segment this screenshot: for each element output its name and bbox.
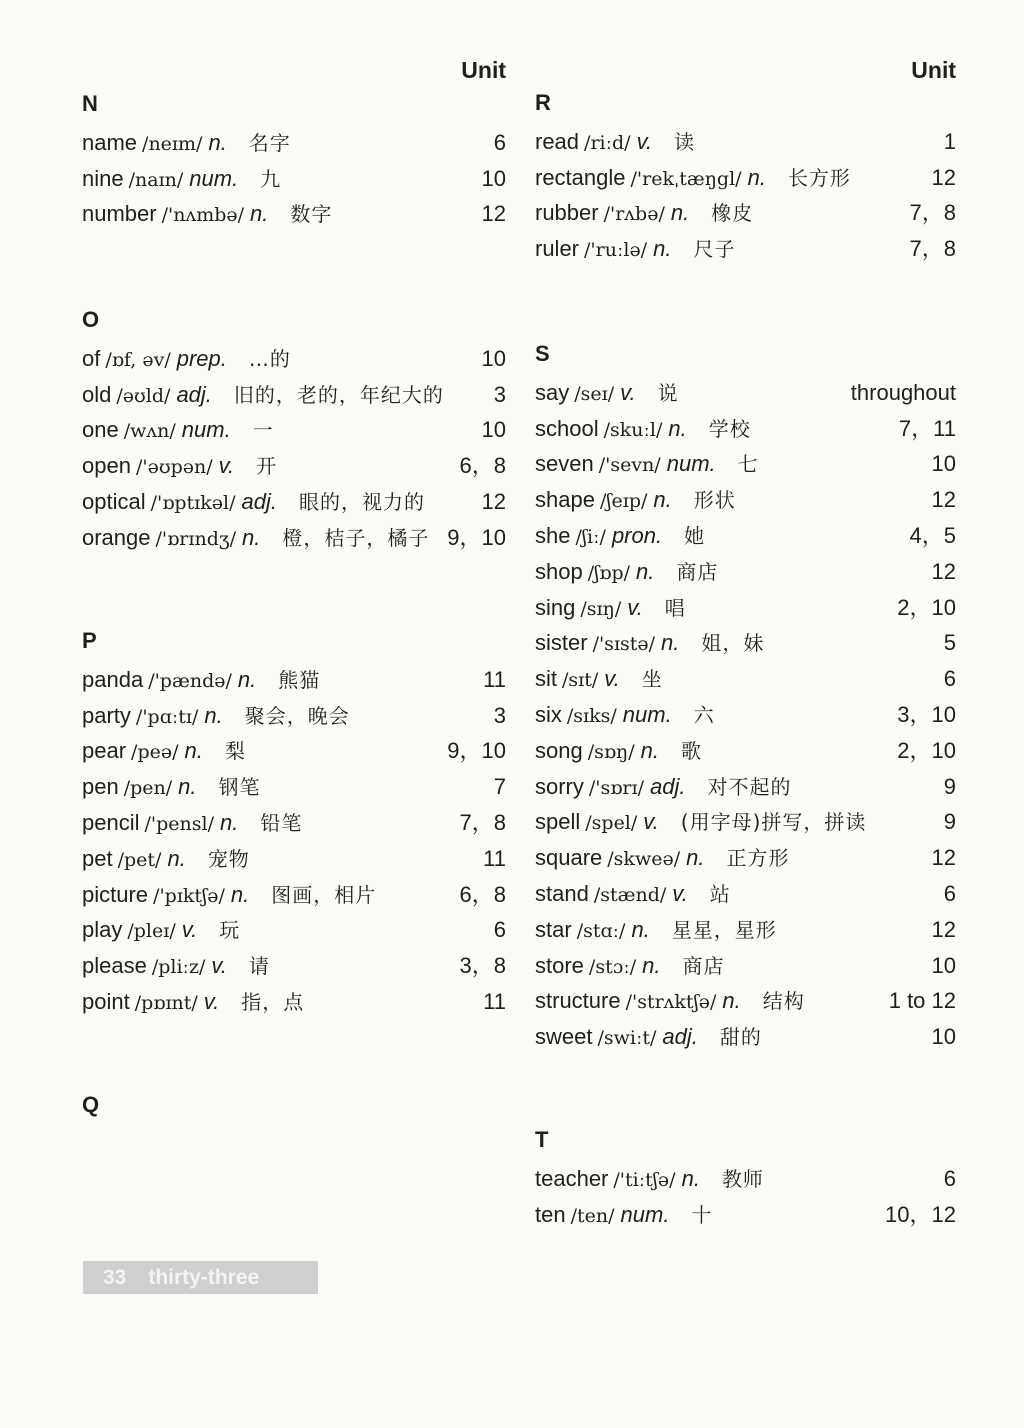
- entry-word: rubber: [535, 200, 599, 226]
- entry-unit: throughout: [850, 379, 956, 405]
- entry-part-of-speech: v.: [636, 128, 653, 154]
- entry-word: of: [82, 345, 101, 371]
- entry-word: structure: [535, 988, 621, 1014]
- entry-unit: 7，8: [909, 200, 956, 226]
- entry-part-of-speech: n.: [686, 845, 705, 871]
- section-p: [82, 626, 506, 1020]
- entry-word: play: [82, 917, 123, 943]
- section-letter: T: [535, 1127, 549, 1152]
- entry-part-of-speech: num.: [181, 417, 231, 443]
- entry-part-of-speech: adj.: [176, 381, 212, 407]
- glossary-entry: [535, 482, 956, 518]
- entry-chinese-meaning: 九: [260, 166, 282, 191]
- entry-unit: 11: [483, 666, 506, 692]
- entry-word: read: [535, 128, 580, 154]
- entry-word: name: [82, 129, 138, 155]
- entry-phonetic: /'rʌbə/: [603, 203, 665, 226]
- glossary-entry: [82, 984, 506, 1020]
- entry-unit: 10，12: [885, 1201, 956, 1227]
- entry-part-of-speech: n.: [208, 129, 227, 155]
- entry-word: pear: [82, 738, 127, 764]
- entry-chinese-meaning: …的: [248, 346, 291, 371]
- entry-phonetic: /ʃeɪp/: [599, 490, 648, 513]
- entry-word: square: [535, 845, 603, 871]
- glossary-entry: [535, 231, 956, 267]
- glossary-entry: [82, 520, 506, 556]
- entry-phonetic: /pen/: [123, 777, 173, 800]
- entry-unit: 3，8: [459, 953, 506, 979]
- entry-phonetic: /əʊld/: [116, 384, 171, 407]
- glossary-entry: [535, 160, 956, 196]
- entry-phonetic: /naɪn/: [128, 168, 184, 191]
- entry-unit: 6: [943, 1165, 956, 1191]
- entry-unit: 6: [943, 666, 956, 692]
- glossary-entry: [82, 769, 506, 805]
- section-letter: N: [82, 91, 98, 116]
- glossary-entry: [535, 554, 956, 590]
- entry-part-of-speech: n.: [230, 881, 250, 907]
- glossary-entry: [82, 698, 506, 734]
- entry-part-of-speech: v.: [672, 880, 688, 906]
- entry-word: optical: [82, 488, 146, 514]
- glossary-entry: [82, 805, 506, 841]
- section-o: [82, 305, 506, 556]
- entry-chinese-meaning: 铅笔: [260, 810, 303, 835]
- glossary-entry: [535, 948, 956, 984]
- entry-phonetic: /sɪŋ/: [580, 597, 622, 620]
- glossary-entry: [82, 412, 506, 448]
- entry-chinese-meaning: 坐: [641, 667, 663, 692]
- entry-chinese-meaning: 星星，星形: [671, 917, 777, 942]
- entry-phonetic: /ʃɒp/: [587, 561, 631, 584]
- entry-phonetic: /'sɒrɪ/: [588, 776, 644, 799]
- entry-word: school: [535, 415, 599, 441]
- entry-word: store: [535, 952, 584, 978]
- entry-part-of-speech: v.: [604, 666, 620, 692]
- entry-phonetic: /pleɪ/: [127, 920, 176, 943]
- entry-part-of-speech: pron.: [611, 522, 663, 548]
- entry-part-of-speech: adj.: [662, 1024, 698, 1050]
- entry-part-of-speech: n.: [178, 774, 197, 800]
- entry-unit: 1: [943, 128, 956, 154]
- entry-word: picture: [82, 881, 149, 907]
- unit-column-header: Unit: [911, 57, 956, 83]
- entry-unit: 7: [493, 774, 506, 800]
- entry-part-of-speech: n.: [747, 164, 766, 190]
- entry-unit: 10: [481, 165, 506, 191]
- entry-word: orange: [82, 524, 151, 550]
- entry-unit: 9，10: [447, 524, 506, 550]
- entry-word: panda: [82, 666, 144, 692]
- entry-part-of-speech: n.: [668, 415, 687, 441]
- entry-chinese-meaning: 姐，妹: [701, 631, 765, 656]
- entry-unit: 12: [481, 201, 506, 227]
- entry-unit: 12: [931, 558, 956, 584]
- entry-word: please: [82, 953, 147, 979]
- entry-part-of-speech: num.: [666, 451, 716, 477]
- entry-chinese-meaning: 七: [737, 452, 759, 477]
- entry-word: seven: [535, 451, 594, 477]
- entry-chinese-meaning: 数字: [290, 202, 333, 227]
- entry-chinese-meaning: 商店: [682, 953, 725, 978]
- entry-chinese-meaning: 学校: [708, 416, 751, 441]
- glossary-entry: [535, 697, 956, 733]
- entry-part-of-speech: n.: [653, 236, 672, 262]
- entry-word: song: [535, 737, 583, 763]
- entry-phonetic: /pet/: [117, 848, 162, 871]
- entry-word: pet: [82, 845, 113, 871]
- entry-phonetic: /'nʌmbə/: [161, 204, 245, 227]
- entry-phonetic: /swiːt/: [597, 1027, 657, 1050]
- entry-part-of-speech: v.: [218, 453, 235, 479]
- entry-unit: 6，8: [459, 881, 506, 907]
- glossary-entry: [82, 341, 506, 377]
- entry-word: open: [82, 453, 131, 479]
- entry-chinese-meaning: 开: [256, 454, 278, 479]
- entry-word: party: [82, 702, 131, 728]
- glossary-entry: [535, 590, 956, 626]
- entry-word: rectangle: [535, 164, 626, 190]
- entry-phonetic: /'sɪstə/: [592, 633, 656, 656]
- entry-phonetic: /peə/: [131, 741, 179, 764]
- entry-chinese-meaning: 钢笔: [218, 775, 261, 800]
- entry-part-of-speech: n.: [642, 952, 661, 978]
- section-t: [535, 1125, 956, 1232]
- entry-word: point: [82, 988, 130, 1014]
- entry-chinese-meaning: 橙，桔子，橘子: [282, 525, 430, 550]
- entry-word: teacher: [535, 1165, 609, 1191]
- glossary-entry: [82, 948, 506, 984]
- glossary-entry: [535, 912, 956, 948]
- entry-phonetic: /neɪm/: [142, 132, 203, 155]
- entry-phonetic: /sɒŋ/: [587, 740, 635, 763]
- glossary-entry: [535, 733, 956, 769]
- entry-part-of-speech: num.: [620, 1201, 670, 1227]
- entry-word: sorry: [535, 773, 584, 799]
- entry-part-of-speech: n.: [681, 1165, 700, 1191]
- section-r: [535, 88, 956, 267]
- glossary-entry: [535, 876, 956, 912]
- entry-word: ruler: [535, 236, 580, 262]
- entry-part-of-speech: num.: [622, 701, 672, 727]
- entry-word: nine: [82, 165, 124, 191]
- glossary-entry: [535, 1019, 956, 1055]
- glossary-entry: [535, 518, 956, 554]
- glossary-entry: [535, 1197, 956, 1233]
- entry-part-of-speech: n.: [250, 201, 269, 227]
- entry-word: old: [82, 381, 112, 407]
- entry-unit: 6: [943, 880, 956, 906]
- section-letter: R: [535, 90, 551, 115]
- entry-phonetic: /'əʊpən/: [135, 456, 213, 479]
- entry-chinese-meaning: 眼的，视力的: [298, 489, 425, 514]
- entry-word: pen: [82, 774, 119, 800]
- entry-phonetic: /seɪ/: [574, 382, 615, 405]
- entry-part-of-speech: n.: [670, 200, 690, 226]
- entry-phonetic: /'rekˌtæŋgl/: [630, 167, 742, 190]
- entry-unit: 11: [483, 845, 506, 871]
- glossary-entry: [82, 662, 506, 698]
- entry-phonetic: /stænd/: [593, 883, 667, 906]
- entry-unit: 9: [943, 809, 956, 835]
- entry-part-of-speech: v.: [181, 917, 198, 943]
- entry-unit: 12: [931, 845, 956, 871]
- entry-unit: 10: [931, 1024, 956, 1050]
- entry-unit: 12: [931, 487, 956, 513]
- glossary-entry: [82, 448, 506, 484]
- entry-phonetic: /ʃiː/: [575, 525, 606, 548]
- entry-chinese-meaning: 形状: [693, 488, 736, 513]
- glossary-entry: [535, 769, 956, 805]
- entry-chinese-meaning: 长方形: [787, 165, 851, 190]
- glossary-entry: [535, 124, 956, 160]
- entry-word: shop: [535, 558, 583, 584]
- entry-phonetic: /'pɑːtɪ/: [135, 705, 199, 728]
- entry-phonetic: /'pændə/: [148, 669, 232, 692]
- entry-part-of-speech: n.: [167, 845, 186, 871]
- entry-unit: 3，10: [897, 701, 956, 727]
- glossary-entry: [82, 377, 506, 413]
- entry-word: shape: [535, 487, 595, 513]
- entry-word: she: [535, 522, 571, 548]
- entry-unit: 12: [931, 916, 956, 942]
- entry-word: say: [535, 379, 570, 405]
- entry-part-of-speech: v.: [203, 988, 220, 1014]
- entry-unit: 12: [931, 164, 956, 190]
- entry-unit: 4，5: [909, 522, 956, 548]
- entry-word: stand: [535, 880, 589, 906]
- section-s: [535, 339, 956, 1055]
- entry-part-of-speech: n.: [636, 558, 655, 584]
- entry-unit: 12: [481, 488, 506, 514]
- entry-word: spell: [535, 809, 581, 835]
- entry-chinese-meaning: 指，点: [241, 989, 305, 1014]
- entry-phonetic: /pliːz/: [151, 956, 206, 979]
- entry-chinese-meaning: 她: [684, 523, 706, 548]
- entry-part-of-speech: v.: [643, 809, 659, 835]
- entry-unit: 10: [931, 952, 956, 978]
- entry-unit: 1 to 12: [888, 988, 956, 1014]
- glossary-entry: [535, 804, 956, 840]
- entry-unit: 3: [493, 381, 506, 407]
- glossary-entry: [535, 195, 956, 231]
- glossary-entry: [82, 484, 506, 520]
- entry-phonetic: /skweə/: [607, 848, 681, 871]
- entry-chinese-meaning: 请: [248, 954, 270, 979]
- entry-word: sing: [535, 594, 576, 620]
- section-letter: O: [82, 307, 100, 332]
- glossary-entry: [535, 1161, 956, 1197]
- glossary-entry: [82, 733, 506, 769]
- entry-unit: 7，8: [459, 809, 506, 835]
- entry-chinese-meaning: 对不起的: [707, 774, 792, 799]
- glossary-entry: [82, 877, 506, 913]
- entry-phonetic: /sɪt/: [562, 669, 599, 692]
- entry-unit: 3: [493, 702, 506, 728]
- entry-word: one: [82, 417, 119, 443]
- entry-part-of-speech: n.: [237, 666, 257, 692]
- entry-chinese-meaning: 结构: [762, 989, 805, 1014]
- entry-part-of-speech: n.: [661, 630, 680, 656]
- entry-phonetic: /wʌn/: [123, 420, 176, 443]
- entry-phonetic: /'pɪktʃə/: [153, 884, 225, 907]
- glossary-entry: [535, 446, 956, 482]
- section-letter: P: [82, 628, 97, 653]
- entry-phonetic: /'pensl/: [144, 812, 214, 835]
- glossary-entry: [82, 125, 506, 161]
- entry-part-of-speech: n.: [184, 738, 203, 764]
- entry-chinese-meaning: 甜的: [719, 1025, 762, 1050]
- entry-chinese-meaning: 歌: [681, 738, 703, 763]
- page-footer: [83, 1261, 318, 1294]
- entry-chinese-meaning: 熊猫: [278, 667, 321, 692]
- section-letter: S: [535, 341, 550, 366]
- page-number: 33: [103, 1265, 127, 1289]
- entry-chinese-meaning: 唱: [664, 595, 686, 620]
- entry-word: sit: [535, 666, 557, 692]
- entry-chinese-meaning: 正方形: [726, 846, 790, 871]
- entry-chinese-meaning: 名字: [248, 130, 291, 155]
- entry-unit: 9，10: [447, 738, 506, 764]
- entry-part-of-speech: n.: [631, 916, 650, 942]
- section-q: [82, 1090, 506, 1126]
- glossary-entry: [82, 912, 506, 948]
- entry-phonetic: /sɪks/: [566, 704, 617, 727]
- entry-chinese-meaning: 尺子: [693, 237, 736, 262]
- entry-unit: 10: [481, 417, 506, 443]
- entry-chinese-meaning: 梨: [224, 739, 246, 764]
- entry-chinese-meaning: 一: [252, 418, 274, 443]
- entry-phonetic: /'sevn/: [598, 454, 661, 477]
- entry-unit: 6: [493, 129, 506, 155]
- glossary-entry: [82, 161, 506, 197]
- entry-chinese-meaning: 玩: [219, 918, 241, 943]
- entry-chinese-meaning: 聚会，晚会: [244, 703, 350, 728]
- entry-phonetic: /ten/: [570, 1204, 615, 1227]
- entry-unit: 10: [931, 451, 956, 477]
- entry-chinese-meaning: (用字母)拼写，拼读: [680, 810, 867, 835]
- glossary-entry: [535, 661, 956, 697]
- entry-part-of-speech: n.: [219, 809, 239, 835]
- entry-phonetic: /'strʌktʃə/: [625, 991, 717, 1014]
- entry-unit: 6: [493, 917, 506, 943]
- entry-part-of-speech: n.: [204, 702, 223, 728]
- entry-word: number: [82, 201, 157, 227]
- entry-part-of-speech: n.: [722, 988, 741, 1014]
- glossary-entry: [82, 841, 506, 877]
- entry-phonetic: /'tiːtʃə/: [613, 1168, 676, 1191]
- entry-chinese-meaning: 教师: [721, 1166, 764, 1191]
- entry-word: star: [535, 916, 572, 942]
- entry-unit: 2，10: [897, 594, 956, 620]
- entry-phonetic: /riːd/: [584, 131, 631, 154]
- entry-phonetic: /skuːl/: [603, 418, 663, 441]
- entry-phonetic: /spel/: [585, 812, 638, 835]
- entry-chinese-meaning: 十: [691, 1202, 713, 1227]
- entry-part-of-speech: v.: [620, 379, 636, 405]
- page-number-word: thirty-three: [148, 1265, 260, 1289]
- entry-unit: 10: [481, 345, 506, 371]
- entry-chinese-meaning: 六: [693, 702, 715, 727]
- entry-part-of-speech: n.: [640, 737, 660, 763]
- entry-part-of-speech: num.: [189, 165, 239, 191]
- entry-chinese-meaning: 旧的，老的，年纪大的: [233, 382, 444, 407]
- entry-phonetic: /ɒf, əv/: [105, 348, 171, 371]
- entry-part-of-speech: v.: [627, 594, 643, 620]
- glossary-entry: [535, 411, 956, 447]
- entry-chinese-meaning: 图画，相片: [271, 882, 377, 907]
- entry-chinese-meaning: 橡皮: [711, 201, 754, 226]
- entry-unit: 2，10: [897, 737, 956, 763]
- entry-chinese-meaning: 宠物: [207, 846, 250, 871]
- entry-part-of-speech: n.: [653, 487, 672, 513]
- entry-phonetic: /'ruːlə/: [584, 239, 648, 262]
- entry-word: pencil: [82, 809, 140, 835]
- entry-unit: 7，8: [909, 236, 956, 262]
- entry-unit: 6，8: [459, 453, 506, 479]
- entry-phonetic: /'ɒptɪkəl/: [150, 491, 236, 514]
- entry-chinese-meaning: 说: [657, 380, 679, 405]
- entry-part-of-speech: v.: [211, 953, 227, 979]
- entry-unit: 5: [943, 630, 956, 656]
- section-letter: Q: [82, 1092, 100, 1117]
- entry-chinese-meaning: 读: [674, 129, 696, 154]
- entry-word: sweet: [535, 1024, 593, 1050]
- entry-chinese-meaning: 站: [709, 881, 731, 906]
- entry-word: sister: [535, 630, 588, 656]
- entry-phonetic: /stɑː/: [576, 919, 626, 942]
- glossary-entry: [82, 196, 506, 232]
- entry-word: ten: [535, 1201, 566, 1227]
- glossary-entry: [535, 983, 956, 1019]
- entry-chinese-meaning: 商店: [676, 559, 719, 584]
- entry-unit: 11: [483, 988, 506, 1014]
- section-n: [82, 89, 506, 232]
- glossary-entry: [535, 840, 956, 876]
- glossary-entry: [535, 375, 956, 411]
- entry-unit: 7，11: [898, 415, 956, 441]
- entry-part-of-speech: n.: [242, 524, 261, 550]
- entry-word: six: [535, 701, 562, 727]
- entry-phonetic: /'ɒrɪndʒ/: [155, 527, 236, 550]
- entry-phonetic: /stɔː/: [588, 955, 637, 978]
- entry-part-of-speech: adj.: [650, 773, 686, 799]
- entry-part-of-speech: adj.: [241, 488, 277, 514]
- unit-column-header: Unit: [461, 57, 506, 83]
- entry-unit: 9: [943, 773, 956, 799]
- glossary-entry: [535, 625, 956, 661]
- entry-part-of-speech: prep.: [176, 345, 227, 371]
- entry-phonetic: /pɒɪnt/: [134, 991, 198, 1014]
